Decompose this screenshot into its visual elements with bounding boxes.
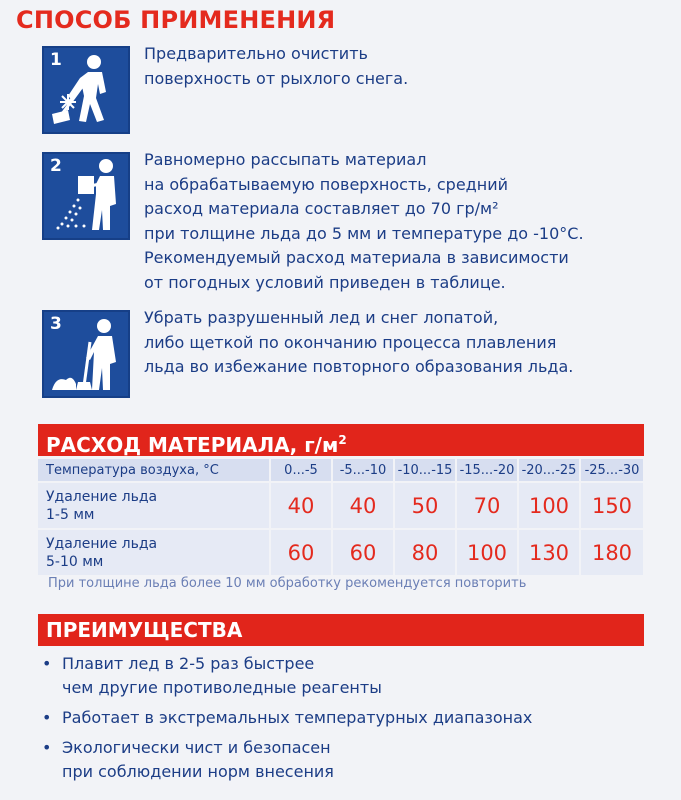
value-cell: 70 [456,482,518,529]
table-header-row [38,459,644,482]
step-text-line: при толщине льда до 5 мм и температуре до -10°С. [144,223,584,243]
temperature-header: Температура воздуха, °С [38,459,270,482]
step-text-line: расход материала составляет до 70 гр/м² [144,199,499,218]
value-cell: 180 [580,529,644,575]
step-text-line: Убрать разрушенный лед и снег лопатой, [144,308,499,327]
row-label-line: 1-5 мм [46,506,95,523]
advantages-title: ПРЕИМУЩЕСТВА [46,618,243,642]
value-cell: 150 [580,482,644,529]
advantage-line: Экологически чист и безопасен [62,738,331,757]
advantage-item [42,652,382,700]
advantages-title-bar [38,614,644,646]
row-label-line: Удаление льда [46,488,158,505]
value-cell: 100 [456,529,518,575]
consumption-title-bar [38,424,644,456]
row-label [38,529,270,575]
value-cell: 80 [394,529,456,575]
value-cell: 60 [270,529,332,575]
step-text-line: поверхность от рыхлого снега. [144,68,409,88]
temperature-cell: 0...-5 [270,459,332,482]
step-text-line: Рекомендуемый расход материала в зависимости [144,248,569,267]
step-3 [42,308,574,398]
bullet-icon: • [42,654,52,673]
consumption-title: РАСХОД МАТЕРИАЛА, г/м [46,433,339,457]
value-cell: 100 [518,482,580,529]
temperature-cell: -5...-10 [332,459,394,482]
table-row [38,529,644,575]
step-text-line: либо щеткой по окончанию процесса плавления [144,332,557,352]
advantage-line: чем другие противоледные реагенты [62,678,382,697]
value-cell: 40 [332,482,394,529]
shoveling-ice-icon [42,310,130,398]
step-2 [42,150,584,292]
step-number: 1 [50,50,62,70]
advantage-line: при соблюдении норм внесения [62,762,334,781]
step-text-line: Равномерно рассыпать материал [144,150,427,169]
step-number: 2 [50,156,62,176]
consumption-table [38,459,645,575]
advantage-line: Плавит лед в 2-5 раз быстрее [62,654,315,673]
consumption-title-sup: 2 [338,433,347,447]
temperature-cell: -20...-25 [518,459,580,482]
bullet-icon: • [42,708,52,727]
bullet-icon: • [42,738,52,757]
temperature-cell: -15...-20 [456,459,518,482]
usage-title: СПОСОБ ПРИМЕНЕНИЯ [16,6,336,34]
row-label-line: 5-10 мм [46,553,104,570]
spreading-material-icon [42,152,130,240]
value-cell: 130 [518,529,580,575]
step-number: 3 [50,314,62,334]
row-label [38,482,270,529]
advantage-item [42,736,334,784]
temperature-cell: -10...-15 [394,459,456,482]
shovel-snowflake-icon [42,46,130,134]
table-row [38,482,644,529]
consumption-note: При толщине льда более 10 мм обработку рекомендуется повторить [48,576,527,591]
advantage-item [42,706,533,730]
value-cell: 50 [394,482,456,529]
row-label-line: Удаление льда [46,535,158,552]
step-text-line: Предварительно очистить [144,44,368,63]
value-cell: 40 [270,482,332,529]
step-text-line: на обрабатываемую поверхность, средний [144,174,508,194]
temperature-cell: -25...-30 [580,459,644,482]
step-1 [42,44,409,134]
step-text-line: льда во избежание повторного образования льда. [144,357,574,376]
value-cell: 60 [332,529,394,575]
advantage-line: Работает в экстремальных температурных диапазонах [62,708,533,727]
step-text-line: от погодных условий приведен в таблице. [144,272,506,292]
